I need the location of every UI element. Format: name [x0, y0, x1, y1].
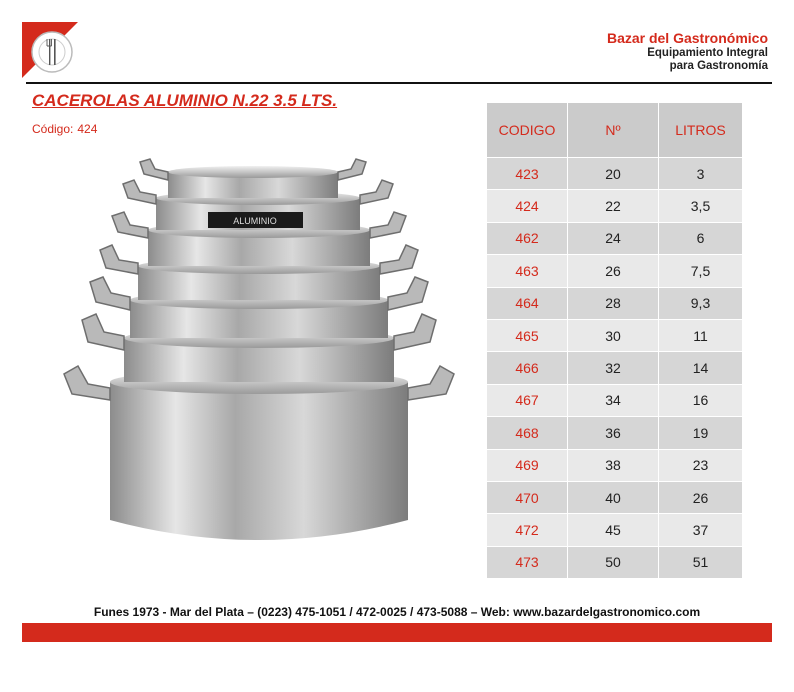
cell-codigo: 470: [487, 481, 568, 513]
cell-numero: 24: [568, 222, 659, 254]
pot-label-text: ALUMINIO: [233, 216, 277, 226]
company-name: Bazar del Gastronómico: [606, 30, 768, 46]
cell-codigo: 424: [487, 190, 568, 222]
header-codigo: CODIGO: [487, 103, 568, 158]
company-header: [607, 30, 768, 73]
cell-numero: 40: [568, 481, 659, 513]
pot-large: [110, 382, 408, 540]
cell-litros: 16: [659, 384, 743, 416]
cell-numero: 50: [568, 546, 659, 578]
table-row: [487, 546, 743, 578]
header-divider: [26, 82, 772, 84]
header-litros: LITROS: [659, 103, 743, 158]
header-numero: Nº: [568, 103, 659, 158]
table-row: [487, 255, 743, 287]
cell-codigo: 463: [487, 255, 568, 287]
cell-litros: 14: [659, 352, 743, 384]
cell-numero: 20: [568, 158, 659, 190]
cell-numero: 45: [568, 514, 659, 546]
cell-codigo: 467: [487, 384, 568, 416]
fork-icon: [49, 39, 50, 65]
table-row: [487, 190, 743, 222]
table-row: [487, 158, 743, 190]
cell-numero: 22: [568, 190, 659, 222]
cell-numero: 26: [568, 255, 659, 287]
cell-litros: 26: [659, 481, 743, 513]
cell-litros: 6: [659, 222, 743, 254]
table-row: [487, 222, 743, 254]
table-row: [487, 481, 743, 513]
table-row: [487, 319, 743, 351]
table-row: [487, 287, 743, 319]
table-row: [487, 514, 743, 546]
cell-numero: 34: [568, 384, 659, 416]
cell-numero: 32: [568, 352, 659, 384]
cell-codigo: 465: [487, 319, 568, 351]
plate-icon: [32, 32, 72, 72]
cell-codigo: 466: [487, 352, 568, 384]
cell-litros: 11: [659, 319, 743, 351]
cell-litros: 7,5: [659, 255, 743, 287]
product-photo: [58, 150, 468, 570]
cell-numero: 38: [568, 449, 659, 481]
cell-litros: 3,5: [659, 190, 743, 222]
product-code-label: Código:: [32, 122, 74, 136]
table-row: [487, 384, 743, 416]
footer-contact: Funes 1973 - Mar del Plata – (0223) 475-1051 / 472-0025 / 473-5088 – Web: www.bazardelgastronomico.com: [93, 605, 701, 619]
table-row: [487, 352, 743, 384]
cell-codigo: 473: [487, 546, 568, 578]
cell-codigo: 423: [487, 158, 568, 190]
cell-codigo: 462: [487, 222, 568, 254]
cell-litros: 37: [659, 514, 743, 546]
company-tagline-1: Equipamiento Integral: [647, 47, 768, 59]
brand-logo: [22, 22, 78, 78]
cell-codigo: 469: [487, 449, 568, 481]
cell-numero: 36: [568, 417, 659, 449]
product-title: CACEROLAS ALUMINIO N.22 3.5 LTS.: [32, 91, 338, 110]
product-code: [32, 122, 97, 136]
footer-bar: [22, 623, 772, 642]
cell-codigo: 468: [487, 417, 568, 449]
sizes-table: [486, 102, 743, 579]
cell-litros: 9,3: [659, 287, 743, 319]
cell-litros: 23: [659, 449, 743, 481]
cell-litros: 19: [659, 417, 743, 449]
product-code-value: 424: [77, 122, 98, 136]
cell-codigo: 472: [487, 514, 568, 546]
knife-icon: [54, 39, 56, 65]
table-row: [487, 417, 743, 449]
cell-numero: 28: [568, 287, 659, 319]
cell-litros: 51: [659, 546, 743, 578]
table-row: [487, 449, 743, 481]
cell-litros: 3: [659, 158, 743, 190]
cell-codigo: 464: [487, 287, 568, 319]
company-tagline-2: para Gastronomía: [669, 60, 768, 72]
cell-numero: 30: [568, 319, 659, 351]
table-header-row: [487, 103, 743, 158]
